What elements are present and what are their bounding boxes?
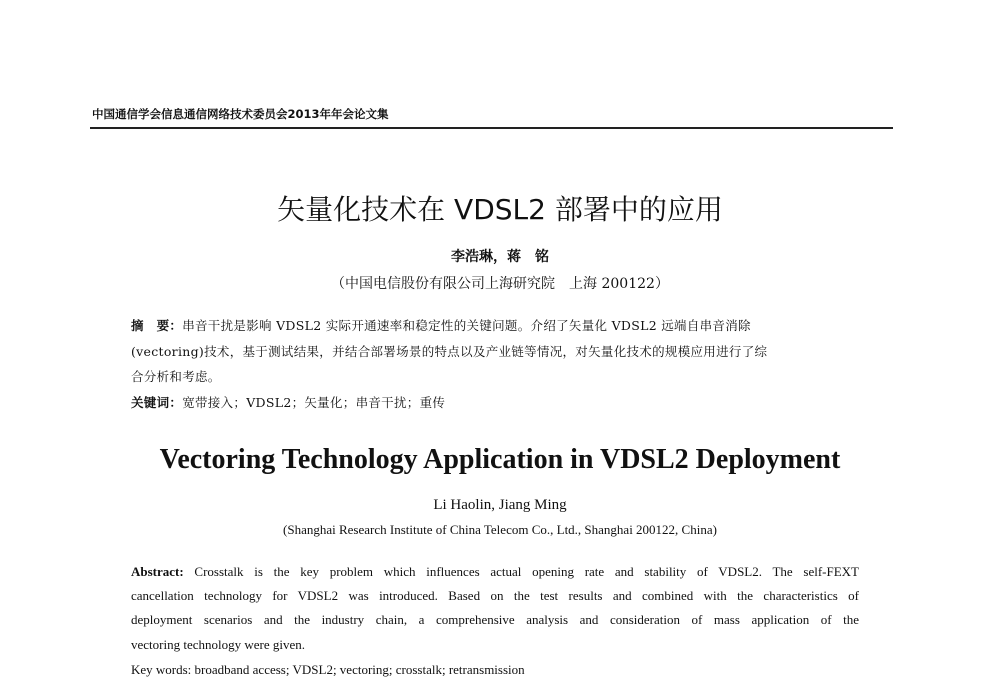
english-abstract-line bbox=[131, 564, 859, 580]
chinese-abstract-line: 合分析和考虑。 bbox=[131, 369, 221, 384]
chinese-title: 矢量化技术在 VDSL2 部署中的应用 bbox=[277, 193, 723, 226]
chinese-affiliation: （中国电信股份有限公司上海研究院 上海 200122） bbox=[331, 276, 669, 292]
english-abstract-line: deployment scenarios and the industry chain, a comprehensive analysis and consideration of mass application of the bbox=[131, 612, 859, 627]
english-abstract-line: cancellation technology for VDSL2 was introduced. Based on the test results and combined with the characteristics of bbox=[131, 588, 859, 603]
chinese-keywords-label: 关键词： bbox=[131, 395, 183, 410]
header-rule bbox=[90, 127, 893, 129]
english-authors: Li Haolin, Jiang Ming bbox=[433, 497, 567, 513]
english-abstract-text: Crosstalk is the key problem which influences actual opening rate and stability of VDSL2. The self-FEXT bbox=[183, 564, 859, 579]
chinese-abstract-label: 摘 要： bbox=[131, 318, 183, 333]
chinese-authors: 李浩琳，蒋 铭 bbox=[451, 249, 549, 265]
proceedings-header: 中国通信学会信息通信网络技术委员会2013年年会论文集 bbox=[92, 107, 389, 121]
chinese-abstract-text: 串音干扰是影响 VDSL2 实际开通速率和稳定性的关键问题。介绍了矢量化 VDSL2 远端自串音消除 bbox=[182, 318, 751, 333]
chinese-keywords-text: 宽带接入；VDSL2；矢量化；串音干扰；重传 bbox=[182, 395, 446, 410]
chinese-keywords bbox=[131, 393, 445, 411]
english-abstract-line: vectoring technology were given. bbox=[131, 637, 305, 652]
chinese-abstract-line bbox=[131, 316, 751, 334]
english-keywords-partial: Key words: broadband access; VDSL2; vectoring; crosstalk; retransmission bbox=[131, 662, 525, 677]
english-affiliation: (Shanghai Research Institute of China Telecom Co., Ltd., Shanghai 200122, China) bbox=[283, 522, 717, 537]
chinese-abstract-line: (vectoring)技术，基于测试结果，并结合部署场景的特点以及产业链等情况，对矢量化技术的规模应用进行了综 bbox=[131, 344, 768, 359]
english-title: Vectoring Technology Application in VDSL2 Deployment bbox=[159, 444, 841, 475]
english-abstract-label: Abstract: bbox=[131, 564, 184, 579]
